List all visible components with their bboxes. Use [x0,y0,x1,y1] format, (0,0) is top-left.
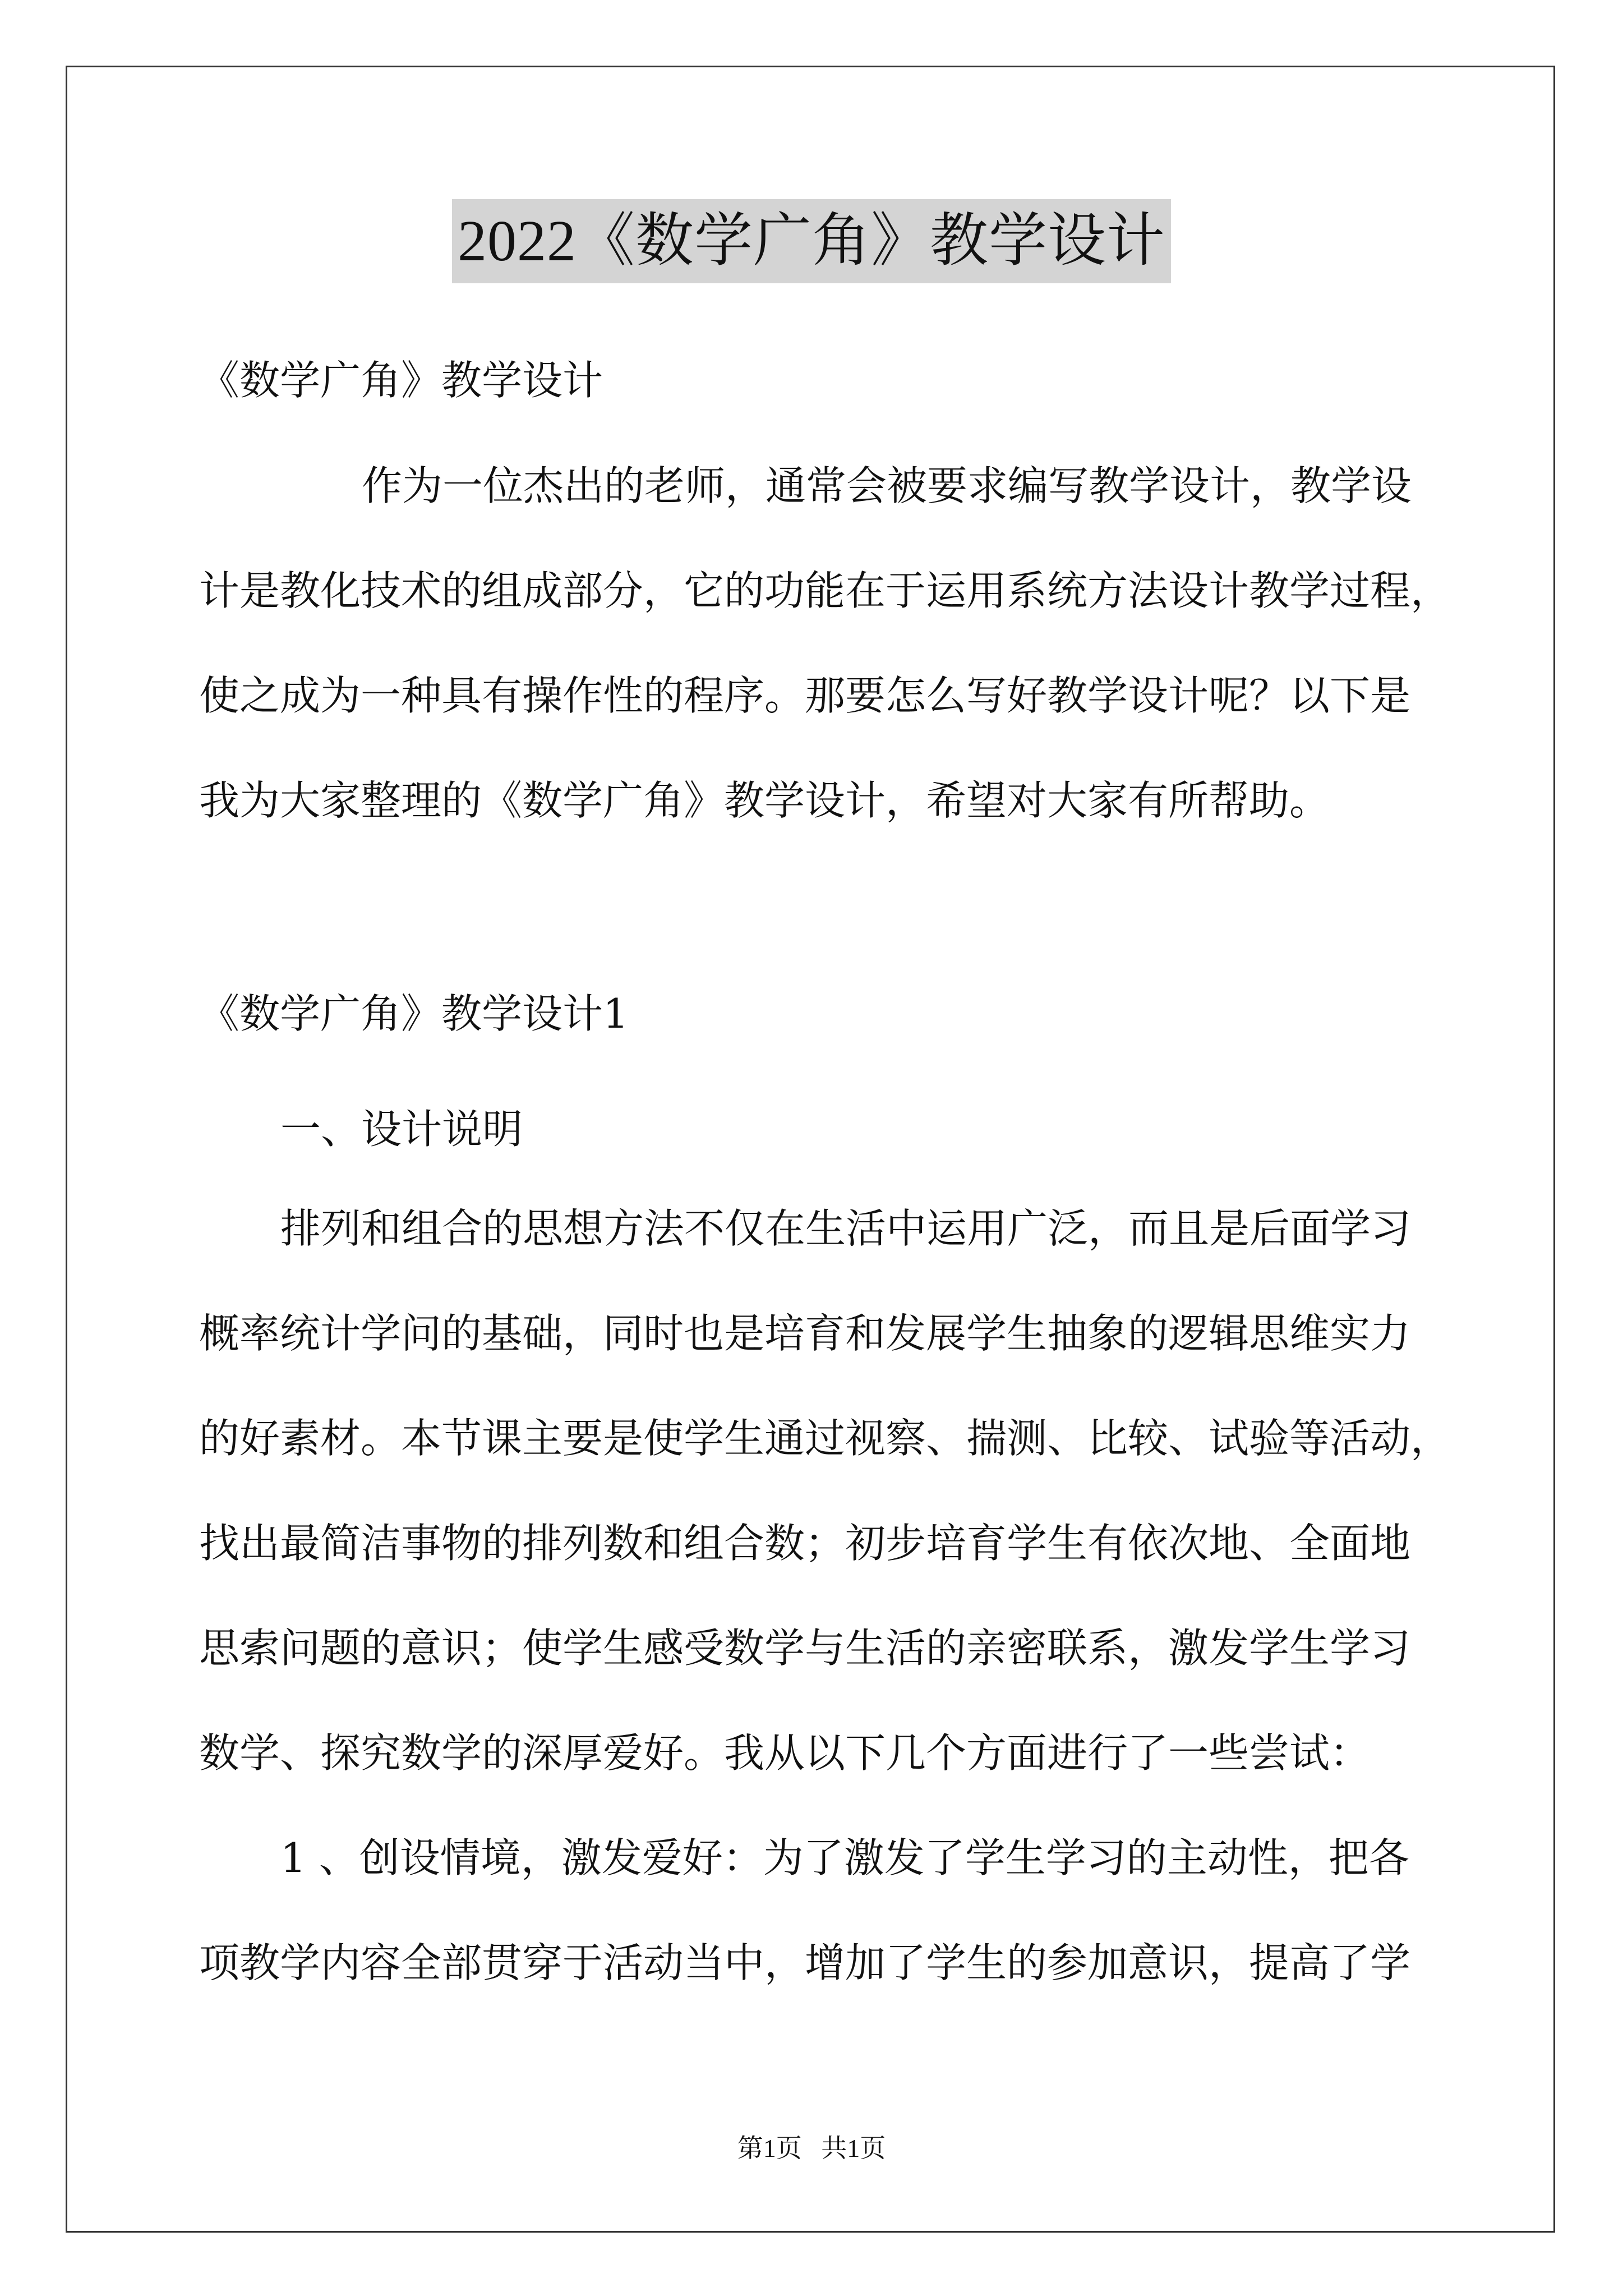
intro-line-2: 计是教化技术的组成部分，它的功能在于运用系统方法设计教学过程， [199,567,1451,614]
subtitle-line: 《数学广角》教学设计 [199,357,603,404]
page-footer [0,2132,1623,2165]
body-line-5: 思索问题的意识；使学生感受数学与生活的亲密联系，激发学生学习 [199,1625,1411,1672]
page-total: 共1页 [821,2134,886,2162]
intro-line-4: 我为大家整理的《数学广角》教学设计，希望对大家有所帮助。 [199,777,1330,824]
section-heading: 《数学广角》教学设计1 [199,990,629,1037]
document-title: 2022《数学广角》教学设计 [452,199,1171,283]
subsection-heading: 一、设计说明 [280,1106,523,1153]
body-line-8: 项教学内容全部贯穿于活动当中，增加了学生的参加意识，提高了学 [199,1939,1411,1986]
body-line-1: 排列和组合的思想方法不仅在生活中运用广泛，而且是后面学习 [280,1205,1412,1252]
body-line-2: 概率统计学问的基础，同时也是培育和发展学生抽象的逻辑思维实力 [199,1310,1411,1357]
body-line-7: 1 、创设情境，激发爱好：为了激发了学生学习的主动性，把各 [280,1834,1409,1881]
body-line-6: 数学、探究数学的深厚爱好。我从以下几个方面进行了一些尝试： [199,1729,1371,1777]
body-line-3: 的好素材。本节课主要是使学生通过视察、揣测、比较、试验等活动， [199,1415,1451,1462]
body-line-4: 找出最简洁事物的排列数和组合数；初步培育学生有依次地、全面地 [199,1520,1411,1567]
intro-line-3: 使之成为一种具有操作性的程序。那要怎么写好教学设计呢？以下是 [199,672,1411,719]
title-container [0,199,1623,283]
page-number: 第1页 [737,2134,802,2162]
intro-line-1: 作为一位杰出的老师，通常会被要求编写教学设计，教学设 [362,462,1412,509]
